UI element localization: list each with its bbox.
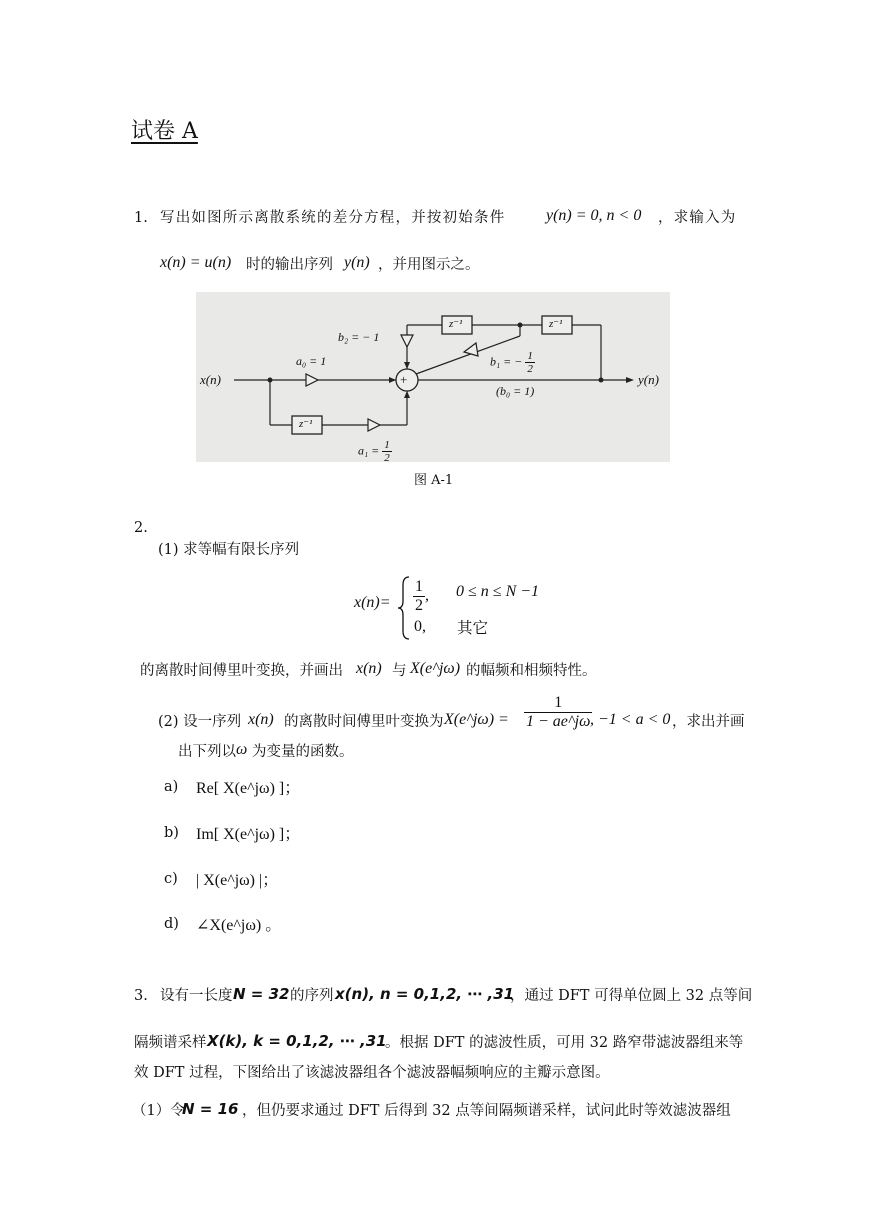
q1-line2: 时的输出序列 [246,257,333,273]
q2-item-a-expr: Re[ X(e^jω) ]； [196,780,301,797]
q1-line2-tail: ，并用图示之。 [378,257,480,273]
q3-line1b: 的序列 [290,988,334,1004]
q2-part1-X: X(e^jω) [410,660,461,677]
q1-output-expr: y(n) [344,254,370,271]
q3-line2a: 隔频谱采样 [134,1035,207,1051]
gain-a1-triangle [368,419,380,431]
q2-item-c-expr: | X(e^jω) |； [196,872,279,889]
q3-number: 3. [134,988,148,1004]
gain-b1-triangle [464,343,478,356]
q2-part2-c: ，求出并画 [672,714,745,730]
q2-part2-line2b: 为变量的函数。 [252,744,354,760]
fig-b1-label: b₁ = − $\frac{1}{2}$ [490,350,533,375]
q2-case2-condition: 其它 [457,619,489,637]
figure-caption: 图 A-1 [414,473,454,488]
q1-initial-condition: y(n) = 0, n < 0 [546,207,642,224]
q2-part1-xn: x(n) [356,660,382,677]
q3-xn-range: x(n), n = 0,1,2, ⋯ ,31 [335,985,515,1003]
figure-a1 [196,292,670,462]
q1-number: 1. [134,210,148,226]
fig-a1-label: a₁ = $\frac{1}{2}$ [358,439,390,464]
q2-case2-value: 0, [414,618,426,635]
q1-input-expr: x(n) = u(n) [160,254,232,271]
gain-a0-triangle [306,374,318,386]
q2-omega: ω [236,741,248,758]
q2-xn-def: x(n)= [354,594,391,611]
gain-b2-triangle [401,335,413,347]
q2-part1-label: (1) 求等幅有限长序列 [158,542,300,558]
q2-part2-X: X(e^jω) = [444,711,509,728]
q2-part2-line2a: 出下列以 [178,744,236,760]
q2-brace [397,575,411,641]
fig-adder-symbol: + [400,372,408,387]
q2-part2-cond: , −1 < a < 0 [590,711,671,728]
q3-line1a: 设有一长度 [160,988,233,1004]
q2-part2-xn: x(n) [248,711,274,728]
q3-line4b: ，但仍要求通过 DFT 后得到 32 点等间隔频谱采样，试问此时等效滤波器组 [242,1103,731,1119]
q3-line3: 效 DFT 过程，下图给出了该滤波器组各个滤波器幅频响应的主瓣示意图。 [134,1065,610,1081]
q2-part1-tail-b: 与 [392,663,407,679]
q3-line4a: （1）令 [132,1103,185,1119]
q3-N16: N = 16 [182,1100,239,1118]
q3-N32: N = 32 [233,985,290,1003]
q2-part2-a: (2) 设一序列 [158,714,242,730]
q2-item-d-label: d) [164,916,179,932]
q3-Xk-range: X(k), k = 0,1,2, ⋯ ,31 [207,1032,387,1050]
q2-number: 2. [134,520,148,536]
q3-line1c: ，通过 DFT 可得单位圆上 32 点等间 [510,988,753,1004]
page-title: 试卷 A [131,119,198,144]
fig-delay-label-3: z⁻¹ [299,418,313,430]
fig-delay-label-1: z⁻¹ [449,318,463,330]
fig-delay-label-2: z⁻¹ [549,318,563,330]
q2-part1-tail-a: 的离散时间傅里叶变换，并画出 [140,663,343,679]
q2-part2-b: 的离散时间傅里叶变换为 [284,714,444,730]
q1-line1: 写出如图所示离散系统的差分方程，并按初始条件 [160,210,506,226]
q2-case1-condition: 0 ≤ n ≤ N −1 [456,583,540,600]
q2-item-b-label: b) [164,825,179,841]
fig-b2-label: b₂ = − 1 [338,330,380,344]
q1-line1-tail: ，求输入为 [658,210,737,226]
q2-case1-value: $\frac{1}{2}$ , [415,578,429,614]
fig-y-label: y(n) [638,372,659,387]
fig-a0-label: a₀ = 1 [296,354,327,368]
q2-item-b-expr: Im[ X(e^jω) ]； [196,826,301,843]
q2-part1-tail-c: 的幅频和相频特性。 [466,663,597,679]
fig-b0-label: (b₀ = 1) [496,384,535,398]
fig-x-label: x(n) [200,372,221,387]
q3-line2b: 。根据 DFT 的滤波性质，可用 32 路窄带滤波器组来等 [385,1035,744,1051]
q2-item-c-label: c) [164,871,178,887]
q2-item-d-expr: ∠X(e^jω) 。 [196,917,282,934]
q2-item-a-label: a) [164,779,179,795]
q2-part2-fraction: $\frac{1}{1 - ae\^{}j\omega}$ [526,694,591,730]
block-diagram [196,292,670,462]
